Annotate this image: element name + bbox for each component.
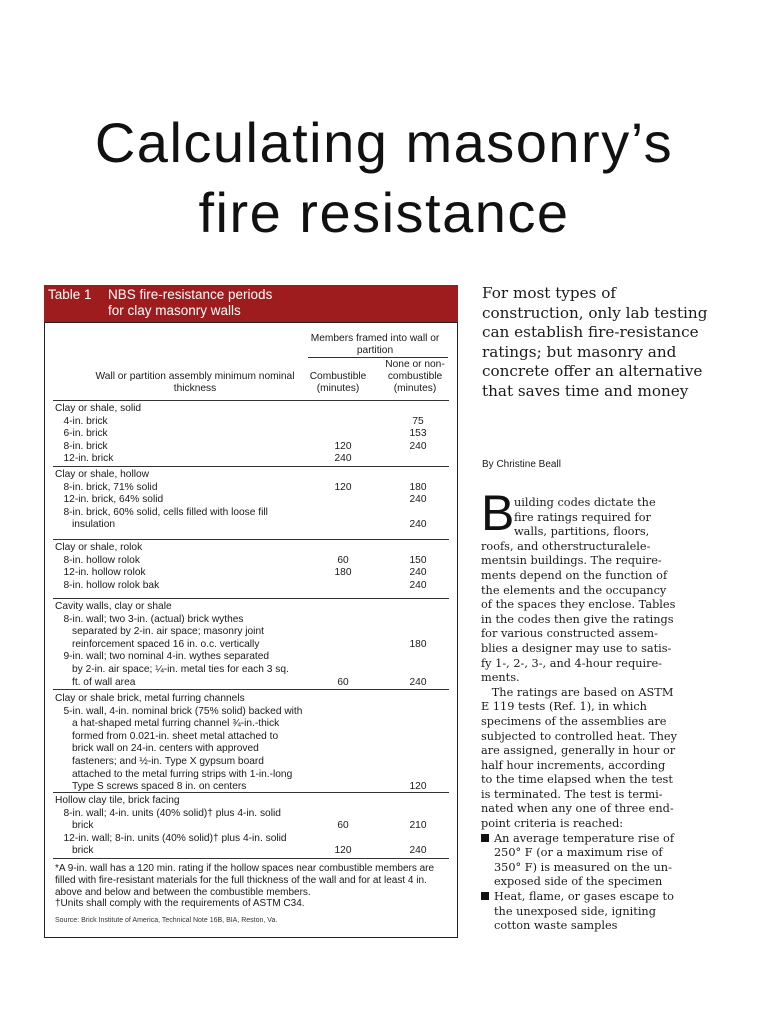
table-row — [55, 693, 450, 706]
table-row — [55, 403, 450, 416]
table-number: Table 1 — [48, 287, 92, 302]
row-noncombustible: 120 — [409, 781, 427, 793]
header-wall: Wall or partition assembly minimum nominal thickness — [95, 371, 295, 394]
table-row — [55, 626, 450, 639]
drop-cap: B — [481, 485, 515, 541]
body-line: half hour increments, according — [481, 758, 666, 772]
bullet-line: the unexposed side, igniting — [494, 904, 656, 918]
row-noncombustible: 153 — [409, 428, 427, 440]
table-row — [55, 580, 450, 593]
row-label: reinforcement spaced 16 in. o.c. vertically — [55, 638, 260, 650]
row-combustible: 120 — [334, 481, 352, 493]
row-label: 8-in. hollow rolok bak — [55, 579, 160, 591]
row-label: Type S screws spaced 8 in. on centers — [55, 781, 247, 793]
article-deck: For most types of construction, only lab testing can establish fire-resistance ratings; but masonry and concrete offer an alternative that saves time and money — [482, 284, 708, 400]
body-line: to the time elapsed when the test — [481, 773, 673, 787]
table-row — [55, 651, 450, 664]
table-caption-bar — [44, 285, 458, 322]
table-row — [55, 519, 450, 532]
table-row — [55, 731, 450, 744]
table-row — [55, 795, 450, 808]
row-noncombustible: 210 — [409, 820, 427, 832]
row-combustible: 60 — [337, 676, 349, 688]
body-line: uilding codes dictate the — [514, 496, 656, 509]
row-label: 12-in. wall; 8-in. units (40% solid)† plus 4-in. solid — [55, 832, 287, 844]
row-combustible: 120 — [334, 440, 352, 452]
row-label: Clay or shale, hollow — [55, 469, 149, 480]
row-combustible: 180 — [334, 567, 352, 579]
row-label: Clay or shale, rolok — [55, 542, 143, 553]
table-group — [55, 469, 450, 532]
row-noncombustible: 240 — [409, 567, 427, 579]
row-label: 12-in. brick — [55, 453, 114, 465]
row-label: 8-in. brick, 71% solid — [55, 481, 158, 493]
row-label: separated by 2-in. air space; masonry joint — [55, 626, 264, 638]
table-row — [55, 743, 450, 756]
row-combustible: 60 — [337, 554, 349, 566]
row-label: 5-in. wall, 4-in. nominal brick (75% solid) backed with — [55, 705, 303, 717]
group-rule — [53, 792, 449, 793]
body-line: mentsin buildings. The require- — [481, 554, 662, 568]
table-row — [55, 482, 450, 495]
table-row — [55, 469, 450, 482]
table-caption: NBS fire-resistance periods for clay masonry walls — [108, 287, 273, 318]
row-label: fasteners; and ½-in. Type X gypsum board — [55, 755, 264, 767]
row-label: formed from 0.021-in. sheet metal attached to — [55, 730, 279, 742]
row-label: 6-in. brick — [55, 428, 108, 440]
row-label: by 2-in. air space; ¼-in. metal ties for each 3 sq. — [55, 663, 289, 675]
table-row — [55, 845, 450, 858]
table-row — [55, 494, 450, 507]
table-row — [55, 555, 450, 568]
row-noncombustible: 240 — [409, 845, 427, 857]
table-footnotes — [55, 863, 450, 910]
article-body — [481, 496, 681, 934]
fire-resistance-table — [44, 322, 458, 938]
row-label: brick — [55, 845, 94, 857]
bullet-icon — [481, 834, 489, 842]
body-line: in the codes then give the ratings — [481, 612, 674, 626]
table-row — [55, 567, 450, 580]
body-line: the elements and the occupancy — [481, 583, 667, 597]
table-group — [55, 403, 450, 466]
byline: By Christine Beall — [482, 459, 561, 470]
table-row — [55, 542, 450, 555]
body-line: roofs, and otherstructuralele- — [481, 539, 651, 553]
title-line-2: fire resistance — [198, 181, 570, 244]
footnote-line: filled with fire-resistant materials for the full thickness of the wall and for at least 4 in. — [55, 874, 427, 886]
body-line: point criteria is reached: — [481, 817, 624, 831]
body-line: is terminated. The test is termi- — [481, 787, 663, 801]
body-line: for various constructed assem- — [481, 627, 658, 641]
table-row — [55, 428, 450, 441]
row-noncombustible: 240 — [409, 676, 427, 688]
bullet-line: 250° F (or a maximum rise of — [494, 846, 663, 860]
body-line: specimens of the assemblies are — [481, 714, 667, 728]
row-noncombustible: 180 — [409, 638, 427, 650]
table-row — [55, 756, 450, 769]
bullet-icon — [481, 892, 489, 900]
body-line: of the spaces they enclose. Tables — [481, 598, 676, 612]
header-divider — [308, 357, 448, 358]
body-line: subjected to controlled heat. They — [481, 729, 677, 743]
group-rule — [53, 858, 449, 859]
body-line: ments. — [481, 671, 520, 685]
table-row — [55, 769, 450, 782]
body-line: The ratings are based on ASTM — [481, 685, 674, 699]
row-label: 8-in. hollow rolok — [55, 554, 140, 566]
row-label: a hat-shaped metal furring channel ¾-in.-thick — [55, 718, 280, 730]
row-label: 8-in. wall; 4-in. units (40% solid)† plus 4-in. solid — [55, 807, 281, 819]
row-label: 12-in. brick, 64% solid — [55, 494, 164, 506]
group-rule — [53, 539, 449, 540]
table-group — [55, 542, 450, 592]
table-row — [55, 718, 450, 731]
bullet-line: An average temperature rise of — [481, 832, 681, 847]
row-noncombustible: 180 — [409, 481, 427, 493]
title-line-1: Calculating masonry’s — [94, 111, 674, 174]
footnote-line: †Units shall comply with the requirements of ASTM C34. — [55, 898, 305, 910]
body-line: ments depend on the function of — [481, 568, 668, 582]
row-combustible: 120 — [334, 845, 352, 857]
row-label: 8-in. brick, 60% solid, cells filled with loose fill — [55, 506, 268, 518]
header-combustible: Combustible (minutes) — [309, 371, 367, 394]
bullet-line: exposed side of the specimen — [494, 875, 663, 889]
table-row — [55, 706, 450, 719]
row-label: Clay or shale brick, metal furring channels — [55, 693, 245, 704]
body-line: E 119 tests (Ref. 1), in which — [481, 700, 647, 714]
header-noncombustible: None or non-combustible (minutes) — [385, 359, 445, 394]
table-row — [55, 441, 450, 454]
row-label: brick — [55, 820, 94, 832]
row-label: 12-in. hollow rolok — [55, 567, 146, 579]
body-line: blies a designer may use to satis- — [481, 641, 672, 655]
table-row — [55, 664, 450, 677]
table-row — [55, 453, 450, 466]
row-label: insulation — [55, 519, 116, 531]
body-line: fire ratings required for — [514, 510, 651, 524]
body-line: nated when any one of three end- — [481, 802, 674, 816]
row-label: 9-in. wall; two nominal 4-in. wythes separated — [55, 651, 270, 663]
table-row — [55, 614, 450, 627]
header-members: Members framed into wall or partition — [310, 333, 440, 356]
row-label: Cavity walls, clay or shale — [55, 601, 172, 612]
row-noncombustible: 240 — [409, 494, 427, 506]
table-row — [55, 820, 450, 833]
article-title — [0, 108, 768, 248]
table-group — [55, 795, 450, 858]
row-label: 8-in. wall; two 3-in. (actual) brick wythes — [55, 613, 244, 625]
row-combustible: 60 — [337, 820, 349, 832]
bullet-line: Heat, flame, or gases escape to — [481, 890, 681, 905]
group-rule — [53, 598, 449, 599]
table-row — [55, 808, 450, 821]
group-rule — [53, 689, 449, 690]
footnote-line: above and below and between the combustible members. — [55, 886, 311, 898]
row-label: attached to the metal furring strips with 1-in.-long — [55, 768, 293, 780]
footnote-line: *A 9-in. wall has a 120 min. rating if the hollow spaces near combustible members are — [55, 863, 435, 874]
row-label: Clay or shale, solid — [55, 403, 142, 414]
table-row — [55, 416, 450, 429]
row-noncombustible: 75 — [412, 415, 424, 427]
table-source: Source: Brick Institute of America, Technical Note 16B, BIA, Reston, Va. — [55, 917, 278, 924]
body-line: are assigned, generally in hour or — [481, 744, 676, 758]
body-line: walls, partitions, floors, — [514, 525, 650, 539]
body-line: fy 1-, 2-, 3-, and 4-hour require- — [481, 656, 663, 670]
row-noncombustible: 240 — [409, 440, 427, 452]
table-row — [55, 601, 450, 614]
row-label: Hollow clay tile, brick facing — [55, 795, 180, 806]
row-label: ft. of wall area — [55, 676, 136, 688]
row-noncombustible: 240 — [409, 519, 427, 531]
row-combustible: 240 — [334, 453, 352, 465]
table-row — [55, 639, 450, 652]
bullet-line: 350° F) is measured on the un- — [494, 860, 672, 874]
header-rule — [53, 400, 449, 401]
table-row — [55, 507, 450, 520]
bullet-line: cotton waste samples — [494, 919, 618, 933]
table-row — [55, 677, 450, 690]
table-row — [55, 833, 450, 846]
row-label: brick wall on 24-in. centers with approved — [55, 743, 259, 755]
row-label: 4-in. brick — [55, 415, 108, 427]
table-group — [55, 601, 450, 689]
row-noncombustible: 150 — [409, 554, 427, 566]
group-rule — [53, 466, 449, 467]
table-group — [55, 693, 450, 794]
row-noncombustible: 240 — [409, 579, 427, 591]
row-label: 8-in. brick — [55, 440, 108, 452]
